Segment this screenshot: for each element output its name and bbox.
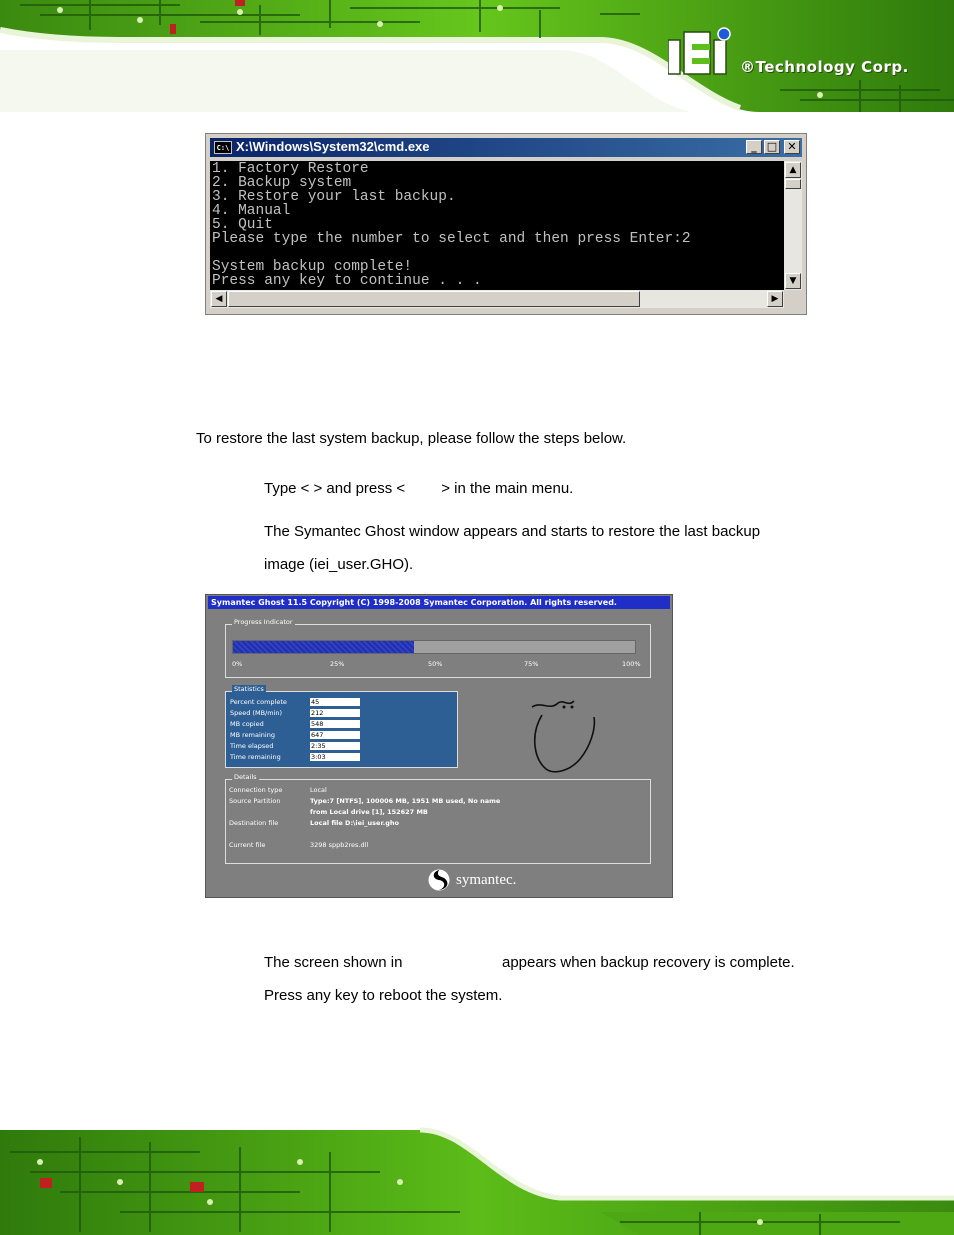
detail-value: Local xyxy=(310,786,327,794)
progress-tick: 25% xyxy=(330,660,345,668)
vertical-scroll-thumb[interactable] xyxy=(785,179,801,189)
statistics-label: Statistics xyxy=(234,685,264,693)
ghost-mascot-icon xyxy=(524,695,604,777)
stat-label: Percent complete xyxy=(230,698,287,706)
logo-text: ®Technology Corp. xyxy=(740,58,909,76)
scroll-right-icon[interactable]: ▶ xyxy=(767,291,783,307)
header-banner xyxy=(0,0,954,112)
detail-label: Connection type xyxy=(229,786,283,794)
stat-label: Speed (MB/min) xyxy=(230,709,283,717)
progress-indicator-label: Progress Indicator xyxy=(234,618,293,626)
stat-label: MB remaining xyxy=(230,731,275,739)
details-label: Details xyxy=(234,773,257,781)
detail-label: Current file xyxy=(229,841,266,849)
intro-paragraph: To restore the last system backup, please follow the steps below. xyxy=(196,430,627,447)
cmd-window xyxy=(205,133,807,315)
console-line: Press any key to continue . . . xyxy=(212,273,482,289)
vertical-scrollbar[interactable] xyxy=(784,161,802,290)
step-2-line-2: image (iei_user.GHO). xyxy=(264,556,414,573)
step-1-text xyxy=(264,480,573,497)
progress-tick: 0% xyxy=(232,660,243,668)
footer-banner xyxy=(0,1122,954,1235)
console-line: 2. Backup system xyxy=(212,175,352,191)
console-line: Please type the number to select and then press Enter:2 xyxy=(212,231,691,247)
step-3-line-1b: appears when backup recovery is complete. xyxy=(502,954,795,971)
iei-logo xyxy=(668,26,748,78)
console-line: 5. Quit xyxy=(212,217,273,233)
symantec-brand: symantec. xyxy=(456,872,517,888)
horizontal-scrollbar[interactable] xyxy=(210,290,784,308)
scroll-up-icon[interactable]: ▲ xyxy=(785,162,801,178)
detail-value: from Local drive [1], 152627 MB xyxy=(310,808,428,816)
close-button[interactable]: ✕ xyxy=(784,140,800,154)
symantec-logo-icon xyxy=(428,868,450,892)
cmd-title: X:\Windows\System32\cmd.exe xyxy=(236,139,430,154)
detail-value: 3298 sppb2res.dll xyxy=(310,841,369,849)
circuit-board-graphic xyxy=(0,0,954,112)
stat-value: 3:03 xyxy=(310,753,360,761)
console-line: 1. Factory Restore xyxy=(212,161,369,177)
maximize-button[interactable]: □ xyxy=(764,140,780,154)
console-line: 4. Manual xyxy=(212,203,291,219)
console-output[interactable] xyxy=(210,161,784,290)
step-2-line-1: The Symantec Ghost window appears and starts to restore the last backup xyxy=(264,523,761,540)
step-1-part: > in the main menu. xyxy=(441,480,574,497)
stat-label: Time elapsed xyxy=(230,742,274,750)
horizontal-scroll-thumb[interactable] xyxy=(228,291,640,307)
stat-value: 548 xyxy=(310,720,360,728)
console-line: 3. Restore your last backup. xyxy=(212,189,456,205)
minimize-button[interactable]: _ xyxy=(746,140,762,154)
stat-label: MB copied xyxy=(230,720,264,728)
progress-bar xyxy=(232,640,636,654)
stat-value: 647 xyxy=(310,731,360,739)
stat-value: 45 xyxy=(310,698,360,706)
step-3-line-2: Press any key to reboot the system. xyxy=(264,987,503,1004)
scroll-down-icon[interactable]: ▼ xyxy=(785,273,801,289)
ghost-title-bar: Symantec Ghost 11.5 Copyright (C) 1998-2008 Symantec Corporation. All rights reserved. xyxy=(208,596,670,609)
stat-value: 2:35 xyxy=(310,742,360,750)
statistics-panel xyxy=(225,685,458,768)
scroll-left-icon[interactable]: ◀ xyxy=(211,291,227,307)
detail-label: Source Partition xyxy=(229,797,281,805)
step-1-part: Type < xyxy=(264,480,310,497)
detail-value: Local file D:\iei_user.gho xyxy=(310,819,399,827)
detail-label: Destination file xyxy=(229,819,279,827)
console-line: System backup complete! xyxy=(212,259,413,275)
cmd-title-bar[interactable] xyxy=(210,138,802,157)
circuit-board-graphic xyxy=(0,1122,954,1235)
step-3-line-1a: The screen shown in xyxy=(264,954,403,971)
stat-value: 212 xyxy=(310,709,360,717)
progress-tick: 75% xyxy=(524,660,539,668)
progress-tick: 50% xyxy=(428,660,443,668)
details-group xyxy=(225,773,651,864)
console-icon: C:\ xyxy=(214,141,232,154)
progress-bar-fill xyxy=(233,641,414,653)
detail-value: Type:7 [NTFS], 100006 MB, 1951 MB used, No name xyxy=(310,797,501,805)
step-1-part: > and press < xyxy=(313,480,406,497)
progress-tick: 100% xyxy=(622,660,641,668)
stat-label: Time remaining xyxy=(230,753,281,761)
symantec-ghost-window xyxy=(205,594,673,898)
